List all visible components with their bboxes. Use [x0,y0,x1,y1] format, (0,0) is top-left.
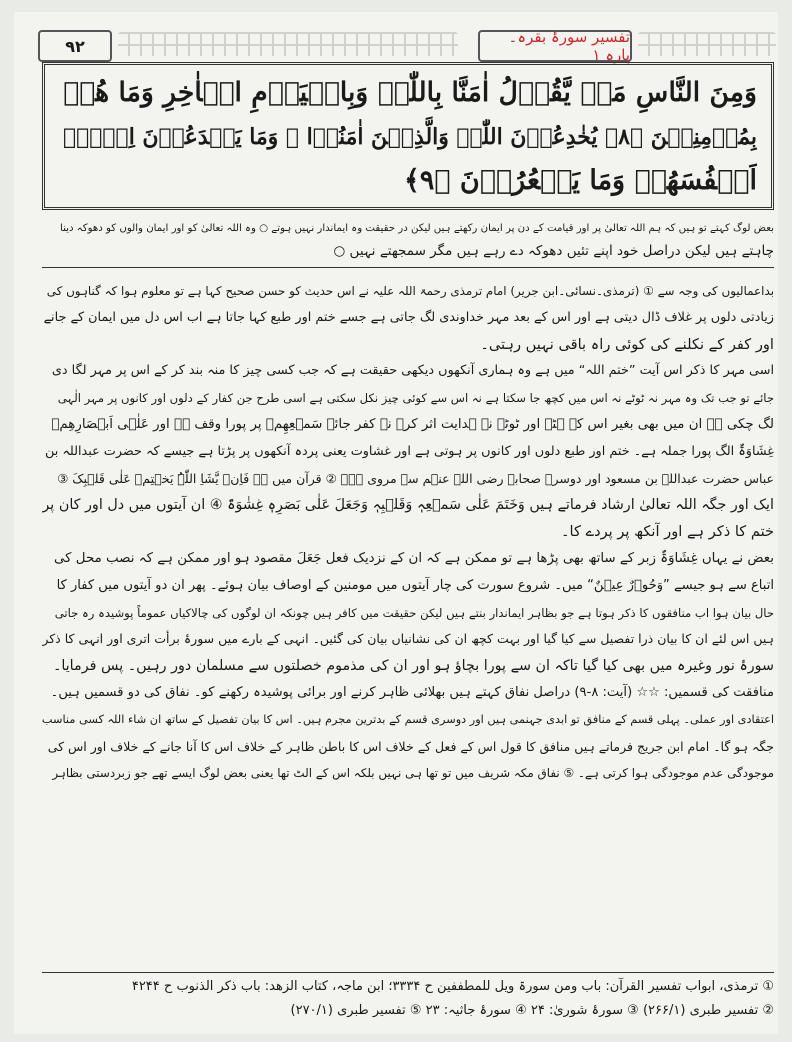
commentary-line: عباس حضرت عبداللہ بن مسعود اور دوسرے صحابہ رضی اللہ عنہم سے مروی ہے۔ ② قرآن میں ہے فَاِنۡ یَّشَاِ اللّٰہُ یَخۡتِمۡ عَلٰی قَلۡبِکَ ③ [57,470,774,486]
verse-line: اَنۡفُسَھُمۡ وَمَا یَشۡعُرُوۡنَ ﴿۹﴾ [403,165,757,196]
commentary-line: غِشَاوَۃٌ الگ پورا جملہ ہے۔ ختم اور طبع دلوں اور کانوں پر ہوتی ہے اور غشاوت یعنی پردہ آنکھوں پر پڑتا ہے جیسے کہ حضرت عبداللہ بن [44,443,774,459]
verse-line: بِمُؤۡمِنِیۡنَ ﴿۸﴾ یُخٰدِعُوۡنَ اللّٰہَ وَالَّذِیۡنَ اٰمَنُوۡا ۚ وَمَا یَخۡدَعُوۡنَ اِلَّاۤ [63,124,757,150]
commentary-line: اتباع سے ہو جیسے ”وَحُوۡرٌ عِیۡنٌ“ میں۔ شروع سورت کی چار آیتوں میں مومنین کے اوصاف بیان ہوئے۔ پھر ان دو آیتوں میں کفار کا [56,577,774,593]
commentary-line: زیادتی دلوں پر غلاف ڈال دیتی ہے اور اس کے بعد مہر خداوندی لگ جاتی ہے جسے ختم اور طبع کہا جاتا ہے اب اس دل میں ایمان کے جانے [43,309,774,325]
footnote-line: ① ترمذی، ابواب تفسیر القرآن: باب ومن سورۃ ویل للمطففین ح ۳۳۳۴؛ ابن ماجہ، کتاب الزھد: باب ذکر الذنوب ح ۴۲۴۴ [131,979,774,994]
commentary-line: بعض نے یہاں غِشَاوَۃٌ زبر کے ساتھ بھی پڑھا ہے تو ممکن ہے کہ ان کے نزدیک فعل جَعَلَ مقصود ہو اور ممکن ہے کہ نصب محل کی [54,550,774,566]
commentary-line: موجودگی عدم موجودگی ہوا کرتی ہے۔ ⑤ نفاق مکہ شریف میں تو تھا ہی نہیں بلکہ اس کے الٹ تھا یعنی بعض لوگ ایسے تھے جو زبردستی بظاہر [52,766,774,781]
translation-line: چاہتے ہیں لیکن دراصل خود اپنے تئیں دھوکہ دے رہے ہیں مگر سمجھتے نہیں ○ [333,243,774,259]
page [14,12,778,1034]
commentary-line: لگ چکی ہے ان میں بھی بغیر اس کے ہٹے اور ٹوٹے نہ ہدایت اثر کرے نہ کفر جائے سَمۡعِھِمۡ پر پورا وقف ہے اور عَلٰۤی اَبۡصَارِھِمۡ [51,416,774,432]
commentary-line: ایک اور جگہ اللہ تعالیٰ ارشاد فرماتے ہیں وَخَتَمَ عَلٰی سَمۡعِہٖ وَقَلۡبِہٖ وَجَعَلَ عَلٰی بَصَرِہٖ غِشٰوَۃً ④ ان آیتوں میں دل اور کان پر [42,497,774,514]
commentary-line: حال بیان ہوا اب منافقوں کا ذکر ہوتا ہے جو بظاہر ایماندار بنتے ہیں لیکن حقیقت میں کافر ہیں چونکہ ان لوگوں کی چالاکیاں عموماً پوشیدہ رہ جاتی [54,605,774,620]
translation [42,217,774,268]
translation-line: بعض لوگ کہتے تو ہیں کہ ہم اللہ تعالیٰ پر اور قیامت کے دن پر ایمان رکھتے ہیں لیکن در حقیقت وہ ایماندار نہیں ہوتے ○ وہ اللہ تعالیٰ کو اور ایمان والوں کو دھوکہ دینا [59,223,774,234]
header-ornament [118,32,458,56]
commentary-line: جگہ ہو گا۔ امام ابن جریج فرماتے ہیں منافق کا قول اس کے فعل کے خلاف اس کا باطن ظاہر کے خلاف اس کا آنا جانے کے خلاف اور اس کی [47,738,774,754]
commentary [42,278,774,787]
header-ornament-right [638,32,776,56]
verse-line: وَمِنَ النَّاسِ مَنۡ یَّقُوۡلُ اٰمَنَّا بِاللّٰہِ وَبِالۡیَوۡمِ الۡاٰخِرِ وَمَا ھُمۡ [63,77,757,108]
commentary-line: جائے تو جب تک وہ مہر نہ ٹوٹے نہ اس میں کچھ جا سکتا ہے نہ اس سے کوئی چیز نکل سکتی ہے اسی طرح جن کفار کے دلوں اور کانوں پر مہر الٰہی [57,391,774,406]
commentary-line: اور کفر کے نکلنے کی کوئی راہ باقی نہیں رہتی۔ [480,335,774,353]
page-header [38,28,776,62]
commentary-line: بداعمالیوں کی وجہ سے ① (ترمذی۔نسائی۔ابن جریر) امام ترمذی رحمۃ اللہ علیہ نے اس حدیث کو حسن صحیح کہا ہے تو معلوم ہوا کہ گناہوں کی [46,284,774,298]
commentary-line: اسی مہر کا ذکر اس آیت ”ختم اللہ“ میں ہے وہ ہماری آنکھوں دیکھی حقیقت ہے کہ جب کسی چیز کا منہ بند کر کے اس پر مہر لگا دی [51,363,774,379]
footnote-line: ② تفسیر طبری (۲۶۶/۱) ③ سورۂ شوریٰ: ۲۴ ④ سورۂ جاثیہ: ۲۳ ⑤ تفسیر طبری (۲۷۰/۱) [290,1003,774,1018]
footnotes [42,972,774,1023]
page-number: ٩٢ [38,30,112,62]
running-title: تفسیر سورۂ بقرہ۔ پارہ ۱ [478,30,632,62]
quran-verse-box [42,62,774,210]
commentary-line: اعتقادی اور عملی۔ پہلی قسم کے منافق تو ابدی جہنمی ہیں اور دوسری قسم کے بدترین مجرم ہیں۔ اس کا بیان تفصیل کے ساتھ ان شاء اللہ کسی مناسب [42,712,774,726]
section-heading-line: منافقت کی قسمیں: ☆☆ (آیت: ۸-۹) دراصل نفاق کہتے ہیں بھلائی ظاہر کرنے اور برائی پوشیدہ رکھنے کو۔ نفاق کی دو قسمیں ہیں۔ [50,684,774,700]
commentary-line: ہیں اس لئے ان کا بیان ذرا تفصیل سے کیا گیا اور بہت کچھ ان کی نشانیاں بیان کی گئیں۔ انہی کے بارے میں سورۂ برأت اتری اور انہی کا ذکر [42,631,774,647]
commentary-line: ختم کا ذکر ہے اور آنکھ پر پردے کا۔ [560,523,774,541]
commentary-line: سورۂ نور وغیرہ میں بھی کیا گیا تاکہ ان سے پورا بچاؤ ہو اور ان کی مذموم خصلتوں سے مسلمان دور رہیں۔ پس فرمایا۔ [52,658,774,675]
